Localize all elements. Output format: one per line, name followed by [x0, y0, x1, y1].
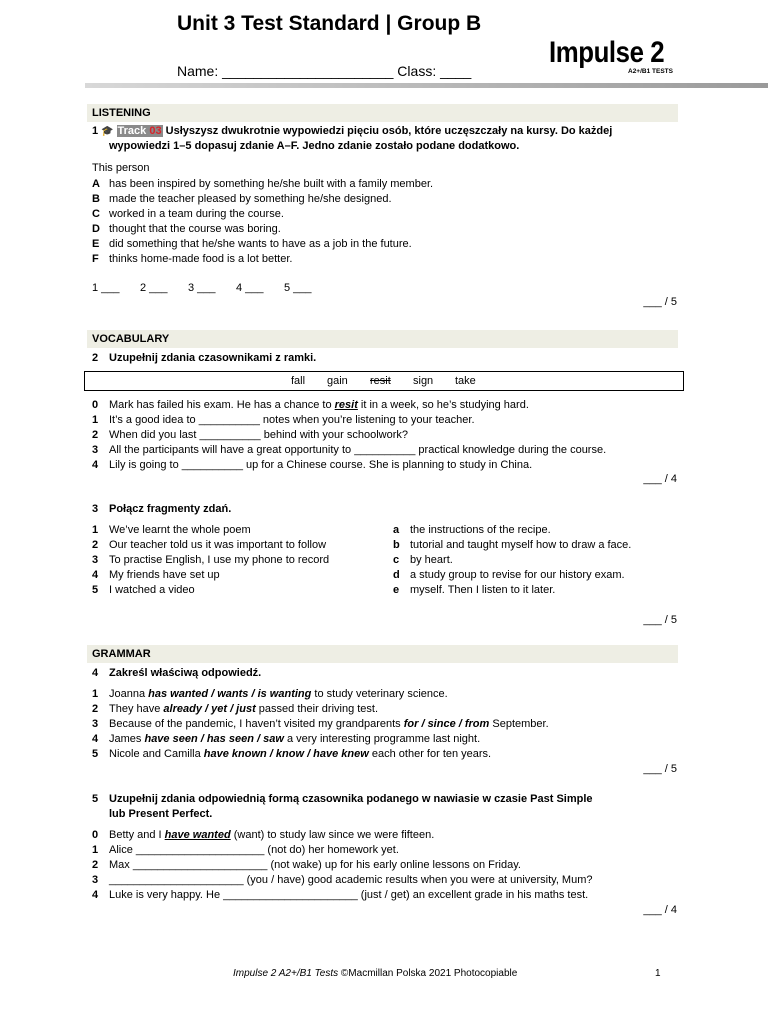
item-text	[109, 687, 448, 701]
option-text: thought that the course was boring.	[109, 223, 281, 235]
item-text-part: ______________________ (you / have) good academic results when you were at university, Mum?	[109, 874, 593, 886]
graduation-cap-icon: 🎓	[101, 126, 114, 137]
item-text: a study group to revise for our history exam.	[410, 569, 625, 581]
section-listening: LISTENING	[87, 104, 678, 122]
option-letter: F	[92, 253, 99, 265]
item-letter: e	[393, 584, 400, 596]
item-text-part: When did you last __________ behind with your schoolwork?	[109, 429, 409, 441]
ex5-score: ___ / 4	[643, 904, 677, 916]
item-text-part: Betty and I	[109, 829, 165, 841]
item-answer: have wanted	[164, 829, 231, 841]
header-divider	[85, 83, 768, 88]
item-number: 2	[92, 859, 99, 871]
item-number: 3	[92, 554, 99, 566]
footer-copyright: Impulse 2 A2+/B1 Tests ©Macmillan Polska 2021 Photocopiable	[233, 968, 518, 979]
item-text	[109, 732, 480, 746]
item-text-part: Alice _____________________ (not do) her homework yet.	[109, 844, 399, 856]
item-number: 4	[92, 733, 99, 745]
item-number: 1	[92, 414, 99, 426]
item-number: 2	[92, 703, 99, 715]
item-text: To practise English, I use my phone to record	[109, 554, 330, 566]
answer-slot[interactable]: 3 ___	[188, 282, 216, 294]
logo-subtitle: A2+/B1 TESTS	[628, 68, 673, 75]
ex1-intro: This person	[92, 162, 150, 174]
item-number: 1	[92, 688, 99, 700]
item-text-part: September.	[489, 718, 549, 730]
item-text	[109, 858, 521, 872]
item-text: We’ve learnt the whole poem	[109, 524, 251, 536]
item-text	[109, 702, 378, 716]
item-text	[109, 843, 399, 857]
word-box	[84, 371, 684, 391]
item-letter: a	[393, 524, 400, 536]
answer-slot[interactable]: 5 ___	[284, 282, 312, 294]
option-text: made the teacher pleased by something he/she designed.	[109, 193, 392, 205]
track-badge[interactable]: Track 03	[117, 125, 162, 137]
option-letter: C	[92, 208, 100, 220]
word-box-item: fall	[291, 375, 306, 387]
item-text-part: Luke is very happy. He ______________________ (just / get) an excellent grade in his maths test.	[109, 889, 589, 901]
item-text	[109, 888, 588, 902]
item-text-part: They have	[109, 703, 164, 715]
item-number: 0	[92, 829, 99, 841]
answer-slot[interactable]: 1 ___	[92, 282, 120, 294]
item-text	[109, 398, 529, 412]
item-text-part: passed their driving test.	[255, 703, 379, 715]
item-text: Our teacher told us it was important to follow	[109, 539, 327, 551]
item-text	[109, 747, 491, 761]
option-letter: B	[92, 193, 100, 205]
option-text: thinks home-made food is a lot better.	[109, 253, 293, 265]
item-text	[109, 828, 434, 842]
item-number: 3	[92, 874, 99, 886]
item-text	[109, 443, 606, 457]
item-number: 3	[92, 444, 99, 456]
item-number: 2	[92, 539, 99, 551]
item-text: tutorial and taught myself how to draw a face.	[410, 539, 632, 551]
item-text-part: Mark has failed his exam. He has a chance to	[109, 399, 335, 411]
item-text: by heart.	[410, 554, 453, 566]
item-text-part: James	[109, 733, 145, 745]
item-number: 1	[92, 844, 99, 856]
option-text: worked in a team during the course.	[109, 208, 284, 220]
word-box-item: take	[455, 375, 476, 387]
item-number: 1	[92, 524, 99, 536]
item-text	[109, 873, 593, 887]
item-answer[interactable]: has wanted / wants / is wanting	[148, 688, 312, 700]
item-number: 4	[92, 459, 99, 471]
name-class-field[interactable]: Name: ______________________ Class: ____	[177, 63, 472, 79]
answer-slot[interactable]: 4 ___	[236, 282, 264, 294]
item-text: I watched a video	[109, 584, 195, 596]
word-box-item-used: resit	[370, 375, 391, 387]
item-text: the instructions of the recipe.	[410, 524, 551, 536]
item-number: 3	[92, 718, 99, 730]
option-text: did something that he/she wants to have as a job in the future.	[109, 238, 412, 250]
option-text: has been inspired by something he/she built with a family member.	[109, 178, 434, 190]
item-text	[109, 458, 532, 472]
item-letter: c	[393, 554, 400, 566]
section-grammar: GRAMMAR	[87, 645, 678, 663]
ex1-score: ___ / 5	[643, 296, 677, 308]
page-title: Unit 3 Test Standard | Group B	[177, 12, 482, 35]
item-text-part: to study veterinary science.	[311, 688, 448, 700]
item-number: 4	[92, 569, 99, 581]
item-text	[109, 717, 549, 731]
item-answer[interactable]: for / since / from	[403, 718, 490, 730]
item-text-part: Nicole and Camilla	[109, 748, 204, 760]
ex3-score: ___ / 5	[643, 614, 677, 626]
word-box-item: gain	[327, 375, 348, 387]
item-text-part: All the participants will have a great opportunity to __________ practical knowledge during the course.	[109, 444, 607, 456]
option-letter: D	[92, 223, 100, 235]
section-vocabulary: VOCABULARY	[87, 330, 678, 348]
item-text	[109, 413, 475, 427]
item-answer: resit	[334, 399, 358, 411]
item-answer[interactable]: have seen / has seen / saw	[144, 733, 284, 745]
item-text	[109, 428, 408, 442]
item-text-part: each other for ten years.	[368, 748, 492, 760]
item-letter: d	[393, 569, 400, 581]
item-letter: b	[393, 539, 400, 551]
item-text-part: Max ______________________ (not wake) up for his early online lessons on Friday.	[109, 859, 521, 871]
item-text-part: Lily is going to __________ up for a Chinese course. She is planning to study in China.	[109, 459, 533, 471]
ex4-score: ___ / 5	[643, 763, 677, 775]
item-answer[interactable]: already / yet / just	[163, 703, 256, 715]
option-letter: A	[92, 178, 100, 190]
item-text: My friends have set up	[109, 569, 220, 581]
item-number: 0	[92, 399, 99, 411]
ex2-score: ___ / 4	[643, 473, 677, 485]
page-number: 1	[655, 968, 661, 979]
item-text-part: Because of the pandemic, I haven’t visited my grandparents	[109, 718, 404, 730]
item-text-part: It’s a good idea to __________ notes when you’re listening to your teacher.	[109, 414, 475, 426]
item-number: 4	[92, 889, 99, 901]
item-text-part: Joanna	[109, 688, 149, 700]
item-text-part: (want) to study law since we were fifteen.	[230, 829, 435, 841]
word-box-item: sign	[413, 375, 434, 387]
impulse-logo: Impulse 2	[549, 36, 665, 69]
answer-slot[interactable]: 2 ___	[140, 282, 168, 294]
item-text-part: a very interesting programme last night.	[283, 733, 481, 745]
item-number: 5	[92, 584, 99, 596]
item-number: 2	[92, 429, 99, 441]
item-text: myself. Then I listen to it later.	[410, 584, 556, 596]
item-text-part: it in a week, so he’s studying hard.	[357, 399, 529, 411]
item-number: 5	[92, 748, 99, 760]
option-letter: E	[92, 238, 100, 250]
item-answer[interactable]: have known / know / have knew	[203, 748, 369, 760]
